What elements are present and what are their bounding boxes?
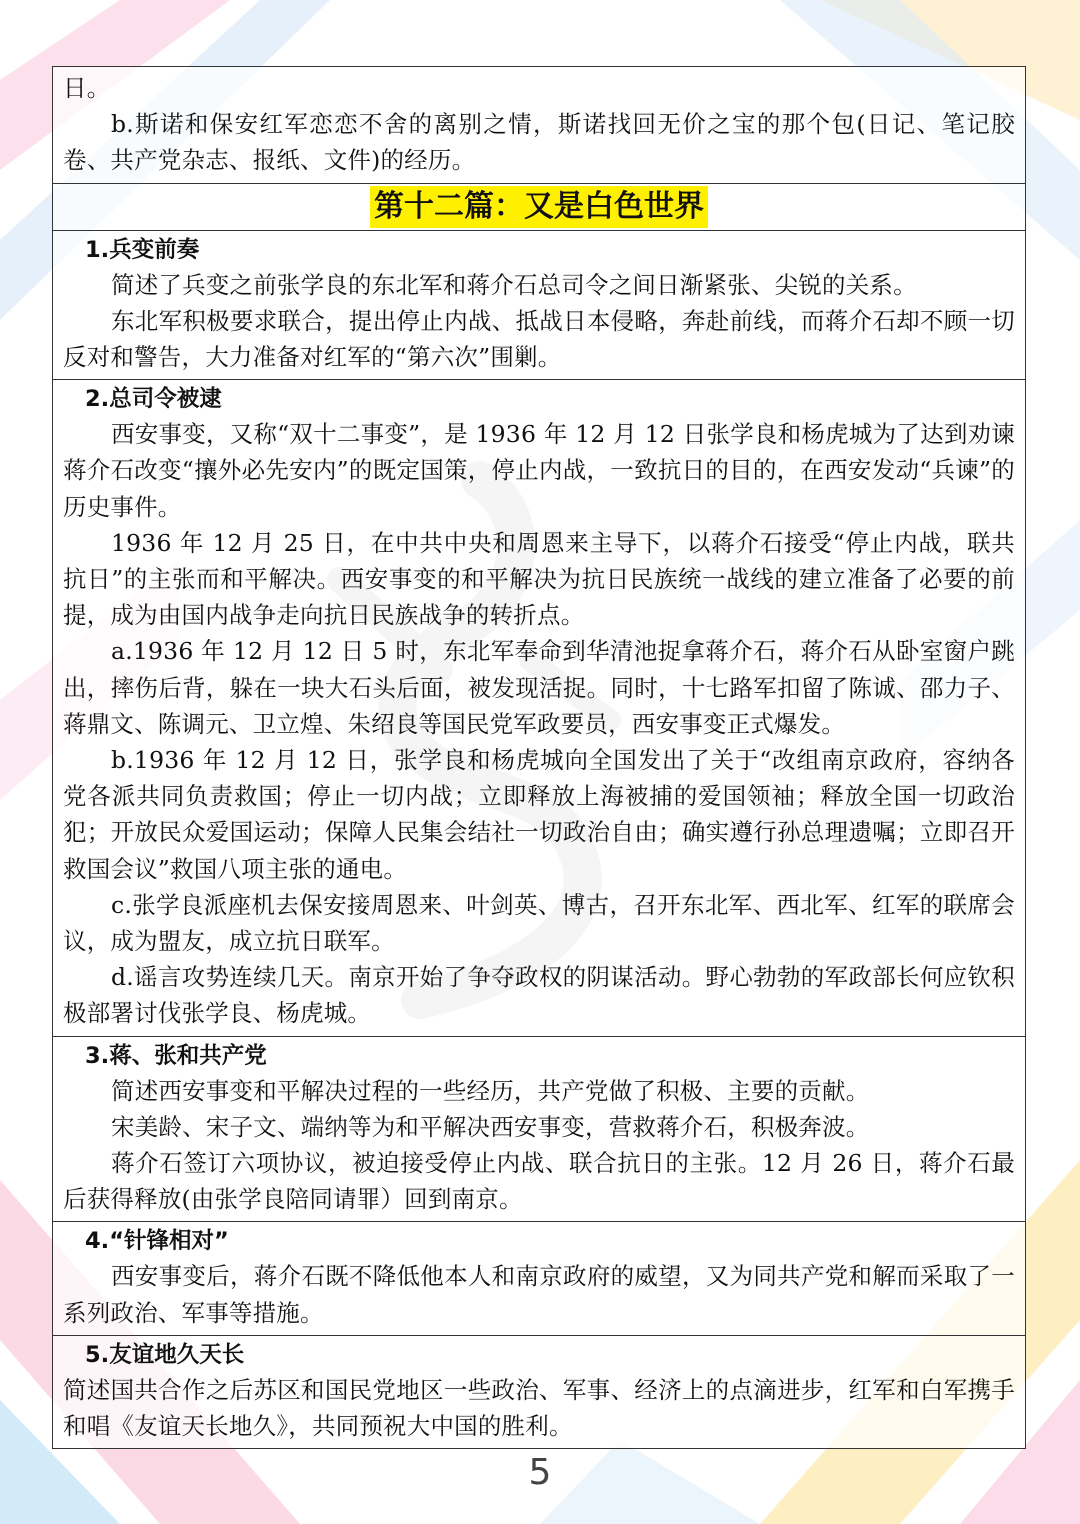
continuation-line-2: b.斯诺和保安红军恋恋不舍的离别之情，斯诺找回无价之宝的那个包(日记、笔记胶卷、共产党杂志、报纸、文件)的经历。 [63, 110, 1015, 175]
section-paragraph: 宋美龄、宋子文、端纳等为和平解决西安事变，营救蒋介石，积极奔波。 [111, 1112, 870, 1141]
section-row [53, 380, 1026, 1036]
chapter-row [53, 183, 1026, 230]
document-sheet [52, 66, 1026, 1449]
section-paragraph: b.1936 年 12 月 12 日，张学良和杨虎城向全国发出了关于“改组南京政府，容纳各党各派共同负责救国；停止一切内战；立即释放上海被捕的爱国领袖；释放全国一切政治犯；开放民众爱国运动；保障人民集会结社一切政治自由；确实遵行孙总理遗嘱；立即召开救国会议”救国八项主张的通电。 [63, 746, 1015, 883]
section-paragraph: 简述国共合作之后苏区和国民党地区一些政治、军事、经济上的点滴进步，红军和白军携手和唱《友谊天长地久》，共同预祝大中国的胜利。 [63, 1375, 1015, 1441]
section-3-cell [53, 1036, 1026, 1222]
section-paragraph: 简述了兵变之前张学良的东北军和蒋介石总司令之间日渐紧张、尖锐的关系。 [111, 270, 917, 299]
section-paragraph: d.谣言攻势连续几天。南京开始了争夺政权的阴谋活动。野心勃勃的军政部长何应钦积极部署讨伐张学良、杨虎城。 [63, 963, 1015, 1028]
section-row [53, 1036, 1026, 1222]
section-title: 4.“针锋相对” [85, 1228, 229, 1255]
section-paragraph: 简述西安事变和平解决过程的一些经历，共产党做了积极、主要的贡献。 [111, 1076, 870, 1105]
section-title: 5.友谊地久天长 [85, 1341, 245, 1368]
content-table [52, 66, 1026, 1449]
section-paragraph: a.1936 年 12 月 12 日 5 时，东北军奉命到华清池捉拿蒋介石，蒋介石从卧室窗户跳出，摔伤后背，躲在一块大石头后面，被发现活捉。同时，十七路军扣留了陈诚、邵力子、蒋鼎文、陈调元、卫立煌、朱绍良等国民党军政要员，西安事变正式爆发。 [63, 637, 1015, 738]
section-paragraph: 1936 年 12 月 25 日，在中共中央和周恩来主导下，以蒋介石接受“停止内战，联共抗日”的主张而和平解决。西安事变的和平解决为抗日民族统一战线的建立准备了必要的前提，成为由国内战争走向抗日民族战争的转折点。 [63, 528, 1015, 630]
section-row [53, 230, 1026, 380]
section-paragraph: 西安事变后，蒋介石既不降低他本人和南京政府的威望，又为同共产党和解而采取了一系列政治、军事等措施。 [63, 1262, 1015, 1327]
continuation-row [53, 67, 1026, 184]
section-row [53, 1222, 1026, 1335]
section-title: 3.蒋、张和共产党 [85, 1042, 267, 1069]
continuation-cell [53, 67, 1026, 184]
section-2-cell [53, 380, 1026, 1036]
section-paragraph: 蒋介石签订六项协议，被迫接受停止内战、联合抗日的主张。12 月 26 日，蒋介石最后获得释放(由张学良陪同请罪）回到南京。 [63, 1149, 1015, 1214]
section-1-cell [53, 230, 1026, 380]
chapter-title: 第十二篇：又是白色世界 [370, 186, 708, 228]
section-paragraph: c.张学良派座机去保安接周恩来、叶剑英、博古，召开东北军、西北军、红军的联席会议，成为盟友，成立抗日联军。 [63, 890, 1015, 956]
section-title: 2.总司令被逮 [85, 386, 222, 413]
section-paragraph: 东北军积极要求联合，提出停止内战、抵战日本侵略，奔赴前线，而蒋介石却不顾一切反对和警告，大力准备对红军的“第六次”围剿。 [63, 306, 1015, 372]
page-number: 5 [528, 1452, 552, 1493]
continuation-line-1: 日。 [63, 74, 111, 102]
section-row [53, 1335, 1026, 1448]
section-5-cell [53, 1335, 1026, 1448]
section-title: 1.兵变前奏 [85, 236, 200, 263]
chapter-cell [53, 183, 1026, 230]
section-paragraph: 西安事变，又称“双十二事变”，是 1936 年 12 月 12 日张学良和杨虎城为了达到劝谏蒋介石改变“攘外必先安内”的既定国策，停止内战，一致抗日的目的，在西安发动“兵谏”的历史事件。 [63, 420, 1015, 521]
section-4-cell [53, 1222, 1026, 1335]
